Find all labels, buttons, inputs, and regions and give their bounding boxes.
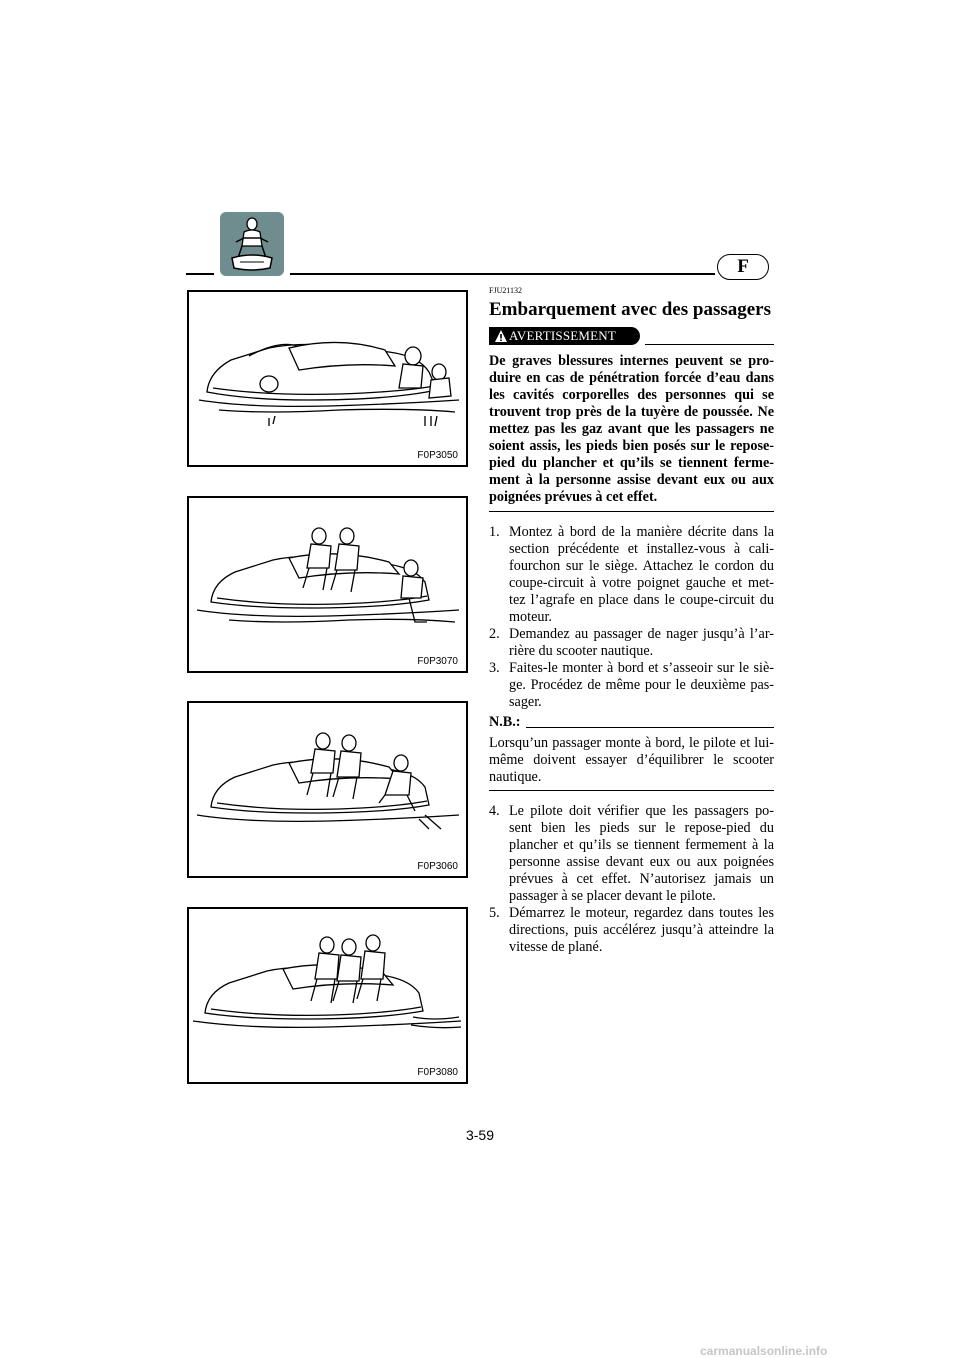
section-title: Embarquement avec des passagers [489,299,772,320]
header-rule-left [186,273,214,275]
figure-passenger-climbing [187,701,468,878]
figure-code: F0P3080 [417,1067,458,1078]
language-badge: F [717,254,769,280]
note-end-rule [489,790,774,791]
step-number: 1. [489,524,500,540]
watercraft-illustration [189,292,466,465]
warning-rule [645,344,774,345]
step-number: 4. [489,803,500,819]
figure-code: F0P3060 [417,861,458,872]
warning-text: De graves blessures internes peuvent se pro-duire en cas de pénétration forcée d’eau dans les cavités corporelles des personnes qui se trouvent trop près de la tuyère de poussée. Ne mettez pas les gaz avant que les passagers ne soient assis, les pieds bien posés sur le repose-pied du plancher et qu’ils se tiennent ferme-ment à la personne assise devant eux ou aux poignées prévues à cet effet. [489,353,774,505]
section-ref-code: FJU21132 [489,286,523,295]
figure-boarding-from-rear [187,290,468,467]
steps-list-b [489,803,774,956]
step-text: Demandez au passager de nager jusqu’à l’ar-rière du scooter nautique. [509,626,774,659]
page-number: 3-59 [465,1127,495,1143]
note-header [489,714,774,731]
header-rule-right [290,273,715,275]
personal-watercraft-section-icon [220,212,284,276]
figure-code: F0P3070 [417,656,458,667]
warning-badge [489,327,640,345]
watercraft-illustration [189,909,466,1082]
step-text: Faites-le monter à bord et s’asseoir sur le siè-ge. Procédez de même pour le deuxième pas-sager. [509,660,774,710]
watermark: carmanualsonline.info [700,1344,828,1358]
figure-three-riders [187,907,468,1084]
warning-triangle-icon [495,330,507,342]
step-item [489,626,774,660]
step-text: Montez à bord de la manière décrite dans la section précédente et installez-vous à cali-fourchon sur le siège. Attachez le cordon du coupe-circuit à votre poignet gauche et met-tez l’agrafe en place dans le coupe-circuit du moteur. [509,524,774,625]
watercraft-illustration [189,703,466,876]
steps-list-a [489,524,774,711]
step-item [489,803,774,905]
step-item [489,524,774,626]
note-text: Lorsqu’un passager monte à bord, le pilote et lui-même doivent essayer d’équilibrer le scooter nautique. [489,735,774,785]
text-column [489,286,774,956]
step-number: 2. [489,626,500,642]
warning-end-rule [489,511,774,512]
step-item [489,905,774,956]
warning-label: AVERTISSEMENT [509,328,617,343]
figure-code: F0P3050 [417,450,458,461]
warning-header [489,327,774,347]
note-label: N.B.: [489,714,521,730]
step-text: Démarrez le moteur, regardez dans toutes les directions, puis accélérez jusqu’à atteindre la vitesse de plané. [509,905,774,955]
step-item [489,660,774,711]
step-number: 5. [489,905,500,921]
note-rule [526,727,774,728]
figure-passenger-swimming [187,496,468,673]
watercraft-illustration [189,498,466,671]
step-number: 3. [489,660,500,676]
step-text: Le pilote doit vérifier que les passagers po-sent bien les pieds sur le repose-pied du plancher et qu’ils se tiennent fermement à la personne assise devant eux ou aux poignées prévues à cet effet. N’autorisez jamais un passager à se placer devant le pilote. [509,803,774,904]
